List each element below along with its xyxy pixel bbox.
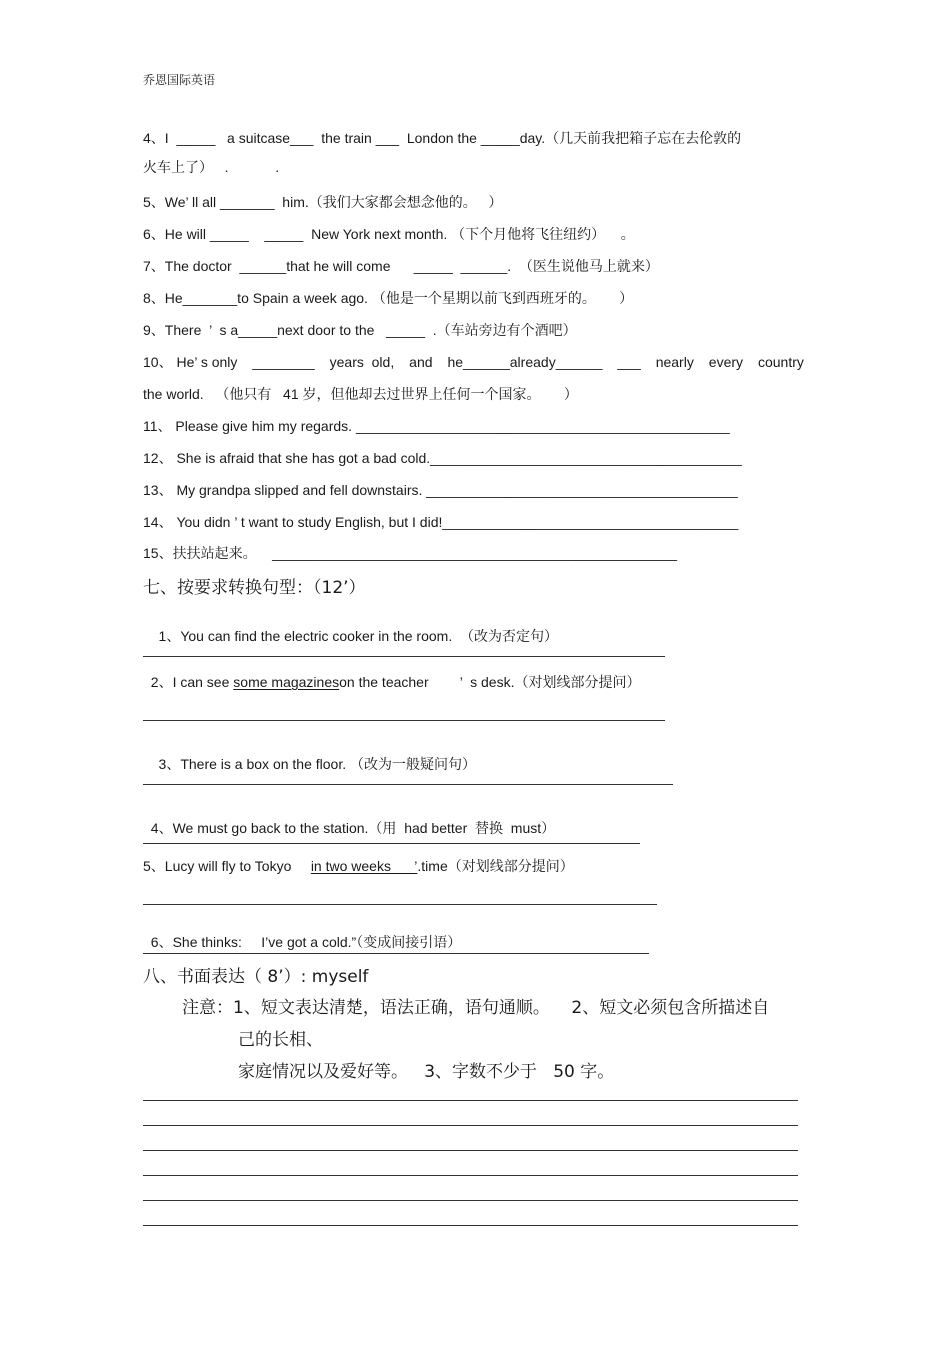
writing-line[interactable] (143, 1150, 798, 1151)
writing-note-line-2: 己的长相、 (238, 1030, 323, 1050)
writing-note-line-1: 注意：1、短文表达清楚，语法正确，语句通顺。 2、短文必须包含所描述自 (182, 998, 770, 1018)
question-10-continued: the world. （他只有 41 岁，但他却去过世界上任何一个国家。 ） (143, 386, 578, 402)
question-13: 13、 My grandpa slipped and fell downstairs. ________________________________________ (143, 482, 738, 498)
question-7: 7、The doctor ______that he will come _____ ______. （医生说他马上就来） (143, 258, 659, 274)
q10-word: he______already______ (447, 354, 603, 370)
page-header: 乔恩国际英语 (143, 73, 216, 87)
question-4: 4、I _____ a suitcase___ the train ___ London the _____day.（几天前我把箱子忘在去伦敦的 (143, 130, 742, 146)
answer-line[interactable] (143, 656, 665, 657)
question-12: 12、 She is afraid that she has got a bad cold.________________________________________ (143, 450, 742, 466)
q10-word: nearly (655, 354, 694, 370)
q10-word: and (409, 354, 433, 370)
transform-item-1: 1、You can find the electric cooker in the room. （改为否定句） (150, 628, 558, 644)
transform-item-5: 5、Lucy will fly to Tokyo in two weeks ’.time（对划线部分提问） (143, 858, 574, 874)
q10-word: country (757, 354, 804, 370)
writing-line[interactable] (143, 1175, 798, 1176)
q10-word: every (708, 354, 744, 370)
writing-note-line-3: 家庭情况以及爱好等。 3、字数不少于 50 字。 (238, 1062, 615, 1082)
q10-word: ________ (252, 354, 315, 370)
q10-word: years old, (329, 354, 395, 370)
question-9: 9、There ’ s a_____next door to the _____ .（车站旁边有个酒吧） (143, 322, 577, 338)
writing-line[interactable] (143, 1125, 798, 1126)
question-4-continued: 火车上了） . . (143, 159, 280, 175)
question-15: 15、扶扶站起来。 ____________________________________________________ (143, 545, 678, 561)
question-11: 11、 Please give him my regards. ________________________________________________ (143, 418, 730, 434)
underlined-phrase: some magazines (233, 674, 340, 690)
transform-item-4: 4、We must go back to the station.（用 had better 替换 must） (150, 820, 556, 836)
transform-item-6: 6、She thinks: I’ve got a cold.”（变成间接引语） (150, 934, 462, 950)
question-14: 14、 You didn ’ t want to study English, but I did!______________________________________ (143, 514, 739, 530)
question-8: 8、He_______to Spain a week ago. （他是一个星期以前飞到西班牙的。 ） (143, 290, 634, 306)
answer-line[interactable] (143, 843, 640, 844)
underlined-phrase: in two weeks ’ (310, 858, 418, 874)
answer-line[interactable] (143, 904, 657, 905)
question-6: 6、He will _____ _____ New York next month. （下个月他将飞往纽约） 。 (143, 226, 635, 242)
writing-line[interactable] (143, 1225, 798, 1226)
answer-line[interactable] (143, 720, 665, 721)
question-5: 5、We’ ll all _______ him.（我们大家都会想念他的。 ） (143, 194, 503, 210)
transform-item-2: 2、I can see some magazineson the teacher ’ s desk.（对划线部分提问） (143, 674, 641, 690)
section-8-title: 八、书面表达（ 8’）: myself (143, 967, 369, 987)
answer-line[interactable] (143, 784, 673, 785)
q10-word: ___ (617, 354, 641, 370)
section-7-title: 七、按要求转换句型：（12’） (143, 578, 366, 598)
writing-line[interactable] (143, 1200, 798, 1201)
writing-line[interactable] (143, 1100, 798, 1101)
answer-line[interactable] (143, 953, 649, 954)
transform-item-3: 3、There is a box on the floor. （改为一般疑问句） (150, 756, 477, 772)
question-10 (143, 353, 804, 371)
q10-word: 10、 He’ s only (143, 354, 238, 370)
